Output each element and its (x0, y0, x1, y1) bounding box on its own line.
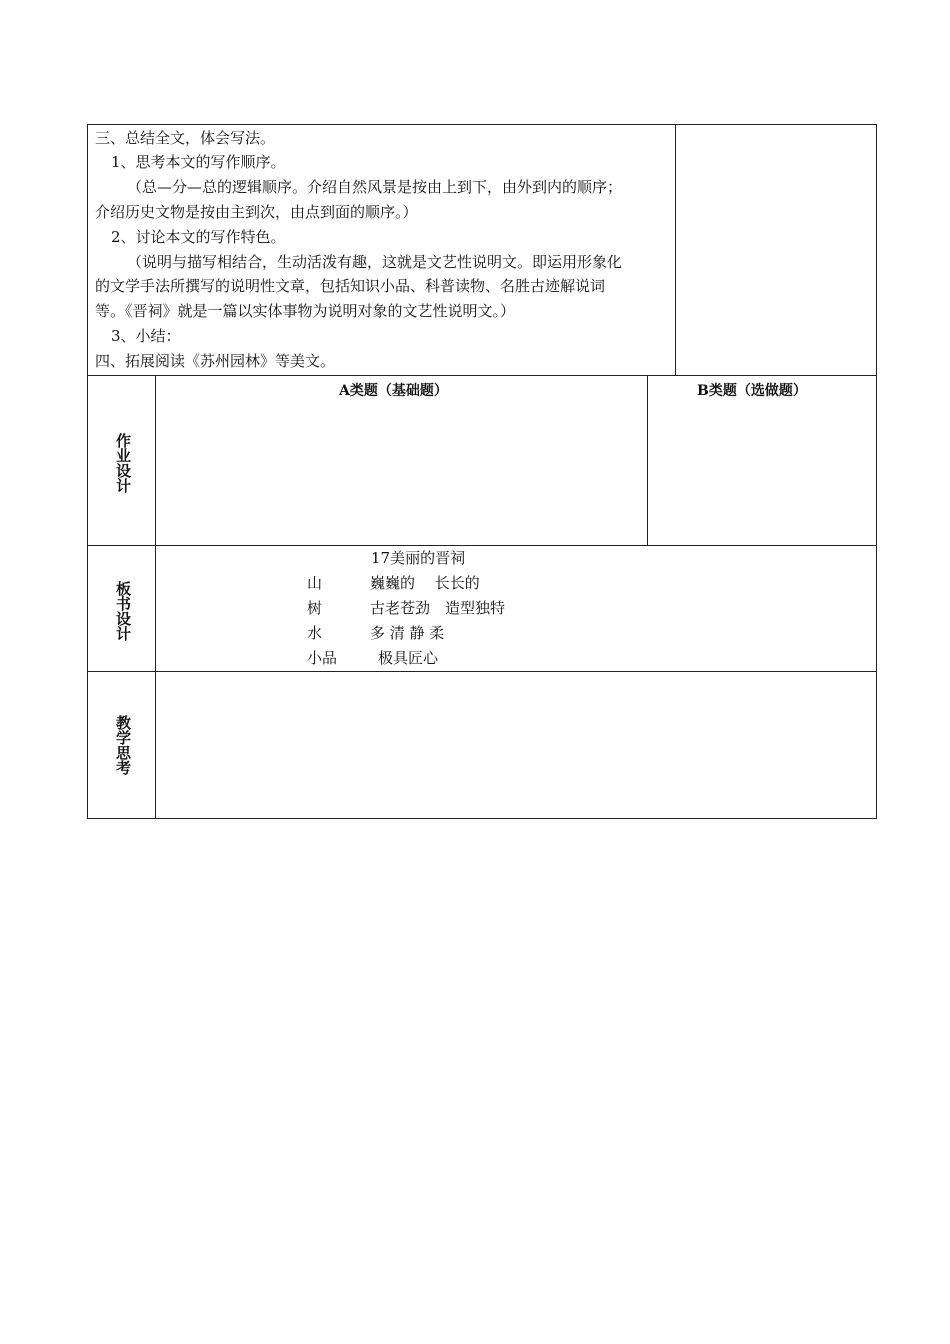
reflection-content-cell (155, 671, 877, 819)
summary-line-5: 2、讨论本文的写作特色。 (111, 228, 286, 246)
homework-b-cell (647, 375, 877, 546)
summary-line-8: 等。《晋祠》就是一篇以实体事物为说明对象的文艺性说明文。） (95, 302, 516, 320)
summary-line-4: 介绍历史文物是按由主到次，由点到面的顺序。） (95, 203, 418, 221)
reflection-label: 教学思考 (114, 715, 132, 775)
summary-side-cell (675, 124, 877, 376)
board-label: 板书设计 (114, 581, 132, 641)
summary-line-7: 的文学手法所撰写的说明性文章，包括知识小品、科普读物、名胜古迹解说词 (95, 277, 606, 295)
homework-label: 作业设计 (114, 433, 132, 493)
board-content-cell (155, 545, 877, 672)
summary-line-6: （说明与描写相结合，生动活泼有趣，这就是文艺性说明文。即运用形象化 (127, 253, 623, 271)
board-desc-4: 极具匠心 (378, 649, 439, 667)
homework-a-cell (155, 375, 648, 546)
board-desc-3: 多 清 静 柔 (370, 624, 445, 642)
summary-line-10: 四、拓展阅读《苏州园林》等美文。 (95, 352, 336, 370)
summary-line-3: （总—分—总的逻辑顺序。介绍自然风景是按由上到下，由外到内的顺序； (127, 178, 623, 196)
board-term-3: 水 (307, 624, 323, 642)
board-desc-1: 巍巍的 长长的 (370, 574, 480, 592)
board-term-2: 树 (307, 599, 323, 617)
homework-col-a-header: A类题（基础题） (339, 383, 448, 399)
board-term-4: 小品 (307, 649, 338, 667)
summary-line-9: 3、小结： (111, 327, 181, 345)
board-term-1: 山 (307, 574, 323, 592)
board-title: 17美丽的晋祠 (371, 549, 466, 567)
summary-line-1: 三、总结全文，体会写法。 (95, 129, 276, 147)
homework-col-b-header: B类题（选做题） (697, 383, 807, 399)
board-desc-2: 古老苍劲 造型独特 (370, 599, 506, 617)
summary-line-2: 1、思考本文的写作顺序。 (111, 153, 286, 171)
